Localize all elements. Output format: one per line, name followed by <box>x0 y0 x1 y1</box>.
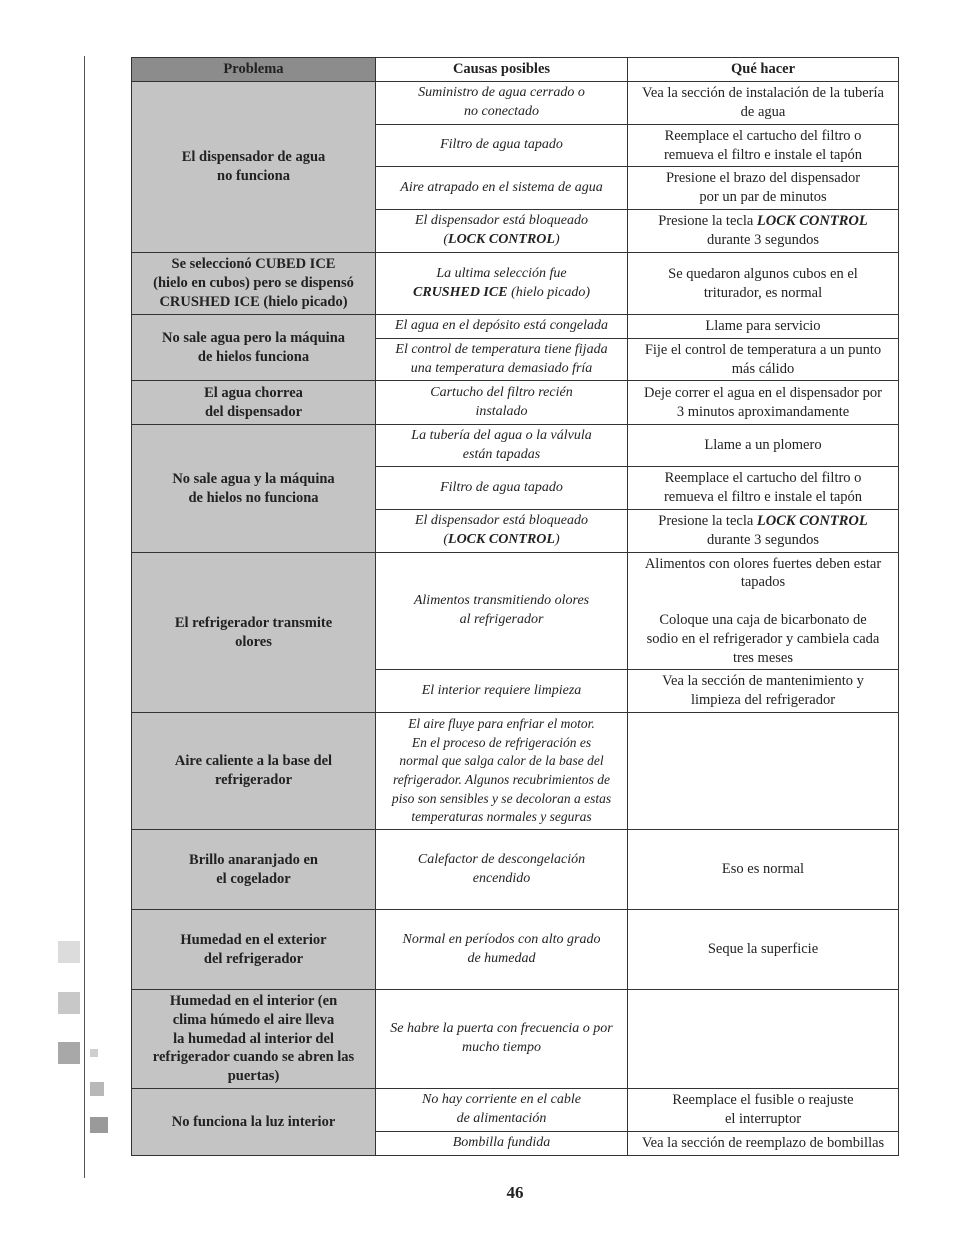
table-row <box>132 830 899 910</box>
problem-cell: Humedad en el exterior del refrigerador <box>132 910 376 990</box>
lock-control-label: LOCK CONTROL <box>756 513 868 530</box>
table-row <box>132 910 899 990</box>
fix-cell: Deje correr el agua en el dispensador por 3 minutos aproximandamente <box>628 381 899 425</box>
table-row <box>132 82 899 125</box>
fix-cell <box>628 713 899 830</box>
fix-cell: Alimentos con olores fuertes deben estar tapados Coloque una caja de bicarbonato de sodio en el refrigerador y cambiela cada tres meses <box>628 553 899 670</box>
fix-text: durante 3 segundos <box>707 232 819 248</box>
problem-cell: Brillo anaranjado en el cogelador <box>132 830 376 910</box>
problem-cell: El refrigerador transmite olores <box>132 553 376 713</box>
cause-cell: El agua en el depósito está congelada <box>376 315 628 339</box>
cause-cell: Normal en períodos con alto grado de humedad <box>376 910 628 990</box>
problem-cell: Humedad en el interior (en clima húmedo el aire lleva la humedad al interior del refrigerador cuando se abren las puertas) <box>132 990 376 1089</box>
cause-cell: El interior requiere limpieza <box>376 670 628 713</box>
cause-cell <box>376 510 628 553</box>
fix-text: Presione la tecla <box>658 513 757 530</box>
margin-rule <box>84 56 85 1178</box>
cause-cell <box>376 210 628 253</box>
cause-cell: Se habre la puerta con frecuencia o por mucho tiempo <box>376 990 628 1089</box>
table-row <box>132 1089 899 1132</box>
margin-square-6 <box>90 1117 108 1133</box>
header-fix: Qué hacer <box>628 58 899 82</box>
margin-square-4 <box>90 1049 98 1057</box>
cause-cell: El aire fluye para enfriar el motor. En el proceso de refrigeración es normal que salga calor de la base del refrigerador. Algunos recubrimientos de piso son sensibles y se decoloran a estas temperaturas normales y seguras <box>376 713 628 830</box>
cause-text: El dispensador está bloqueado ( <box>414 213 589 247</box>
fix-cell: Reemplace el fusible o reajuste el interruptor <box>628 1089 899 1132</box>
problem-cell: No funciona la luz interior <box>132 1089 376 1156</box>
fix-cell: Llame a un plomero <box>628 425 899 467</box>
cause-text: El dispensador está bloqueado ( <box>414 513 589 547</box>
cause-cell: La tubería del agua o la válvula están tapadas <box>376 425 628 467</box>
margin-square-3 <box>58 1042 80 1064</box>
lock-control-label: LOCK CONTROL <box>448 532 555 547</box>
header-row <box>132 58 899 82</box>
fix-cell: Vea la sección de reemplazo de bombillas <box>628 1132 899 1156</box>
cause-cell: Cartucho del filtro recién instalado <box>376 381 628 425</box>
cause-cell: Filtro de agua tapado <box>376 467 628 510</box>
fix-cell: Llame para servicio <box>628 315 899 339</box>
fix-cell: Fije el control de temperatura a un punto más cálido <box>628 339 899 381</box>
cause-cell: Aire atrapado en el sistema de agua <box>376 167 628 210</box>
fix-cell: Presione el brazo del dispensador por un par de minutos <box>628 167 899 210</box>
lock-control-label: LOCK CONTROL <box>448 232 555 247</box>
cause-text: (hielo picado) <box>507 284 590 300</box>
cause-cell: Suministro de agua cerrado o no conectado <box>376 82 628 125</box>
fix-cell: Se quedaron algunos cubos en el triturador, es normal <box>628 253 899 315</box>
problem-cell: El agua chorrea del dispensador <box>132 381 376 425</box>
cause-text: ) <box>554 532 560 547</box>
problem-cell: Aire caliente a la base del refrigerador <box>132 713 376 830</box>
fix-cell: Vea la sección de mantenimiento y limpieza del refrigerador <box>628 670 899 713</box>
header-problem: Problema <box>132 58 376 82</box>
margin-square-5 <box>90 1082 104 1096</box>
problem-cell: No sale agua pero la máquina de hielos funciona <box>132 315 376 381</box>
header-causes: Causas posibles <box>376 58 628 82</box>
fix-text: durante 3 segundos <box>707 532 819 548</box>
problem-cell: Se seleccionó CUBED ICE (hielo en cubos) pero se dispensó CRUSHED ICE (hielo picado) <box>132 253 376 315</box>
table-row <box>132 381 899 425</box>
page-number: 46 <box>506 1183 524 1202</box>
table-row <box>132 990 899 1089</box>
fix-text: Presione la tecla <box>658 213 757 230</box>
table-row <box>132 553 899 670</box>
table-row <box>132 713 899 830</box>
fix-cell <box>628 510 899 553</box>
fix-cell <box>628 990 899 1089</box>
cause-cell: El control de temperatura tiene fijada una temperatura demasiado fría <box>376 339 628 381</box>
table-row <box>132 425 899 467</box>
cause-cell: No hay corriente en el cable de alimentación <box>376 1089 628 1132</box>
cause-cell: Calefactor de descongelación encendido <box>376 830 628 910</box>
margin-square-1 <box>58 941 80 963</box>
fix-cell: Seque la superficie <box>628 910 899 990</box>
cause-text: ) <box>554 232 560 247</box>
fix-cell: Reemplace el cartucho del filtro o remueva el filtro e instale el tapón <box>628 125 899 167</box>
cause-cell: Filtro de agua tapado <box>376 125 628 167</box>
cause-cell: Bombilla fundida <box>376 1132 628 1156</box>
problem-cell: No sale agua y la máquina de hielos no funciona <box>132 425 376 553</box>
fix-cell: Vea la sección de instalación de la tubería de agua <box>628 82 899 125</box>
table-row <box>132 315 899 339</box>
margin-square-2 <box>58 992 80 1014</box>
cause-text: La ultima selección fue <box>436 265 567 281</box>
cause-cell <box>376 253 628 315</box>
lock-control-label: LOCK CONTROL <box>756 213 868 230</box>
fix-cell <box>628 210 899 253</box>
fix-cell: Eso es normal <box>628 830 899 910</box>
cause-cell: Alimentos transmitiendo olores al refrigerador <box>376 553 628 670</box>
crushed-ice-label: CRUSHED ICE <box>413 284 508 300</box>
problem-cell: El dispensador de agua no funciona <box>132 82 376 253</box>
fix-cell: Reemplace el cartucho del filtro o remueva el filtro e instale el tapón <box>628 467 899 510</box>
table-row <box>132 253 899 315</box>
troubleshooting-table <box>131 57 899 1156</box>
